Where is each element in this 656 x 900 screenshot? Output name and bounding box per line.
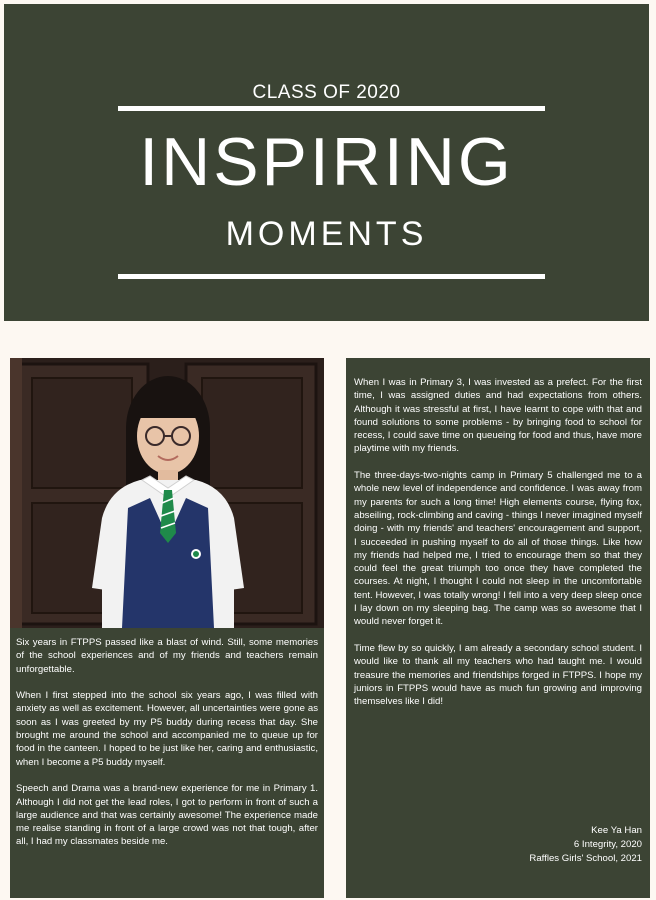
right-article-text [354, 376, 642, 722]
author-class: 6 Integrity, 2020 [573, 839, 642, 850]
student-photo [10, 358, 324, 628]
author-name: Kee Ya Han [591, 825, 642, 836]
author-signature [529, 824, 642, 866]
paragraph: Speech and Drama was a brand-new experience for me in Primary 1. Although I did not get the lead roles, I got to perform in front of such a large audience and that was certainly awesome! The experience made me realise standing in front of a large crowd was not that tough, after all, I had my classmates beside me. [16, 783, 318, 848]
paragraph: When I was in Primary 3, I was invested as a prefect. For the first time, I was assigned duties and had expectations from others. Although it was stressful at first, I have learnt to cope with that and found solutions to some problems - by bringing food to school for recess, I could save time on queueing for food and thus, have more playtime with my friends. [354, 377, 642, 455]
paragraph: When I first stepped into the school six years ago, I was filled with anxiety as well as excitement. However, all uncertainties were gone as soon as I was greeted by my P5 buddy during recess that day. She brought me around the school and accompanied me to queue up for food in the canteen. I hoped to be just like her, caring and enthusiastic, when I become a P5 buddy myself. [16, 690, 318, 768]
title-inspiring: INSPIRING [139, 124, 514, 200]
top-divider [118, 106, 545, 111]
author-school: Raffles Girls' School, 2021 [529, 853, 642, 864]
left-column [10, 358, 324, 898]
paragraph: Time flew by so quickly, I am already a secondary school student. I would like to thank all my teachers who had taught me. I would treasure the memories and friendships forged in FTPPS. I hope my juniors in FTPPS would have as much fun growing and improving themselves like I did! [354, 642, 642, 708]
paragraph: The three-days-two-nights camp in Primary 5 challenged me to a whole new level of independence and confidence. I was away from my parents for such a long time! High elements course, flying fox, abseiling, rock-climbing and caving - things I never imagined myself doing - with my friends' and teachers' encouragement and support, I succeeded in pushing myself to do all of those things. Like how my friends had helped me, I tried to encourage them so that they could feel the great triumph too once they have completed the courses. At night, I thought I could not sleep in the uncomfortable tent. However, I was totally wrong! I fell into a very deep sleep once I lay down on my sleeping bag. The camp was so awesome that I would never forget it. [354, 470, 642, 628]
right-column [346, 358, 650, 898]
class-of-label: CLASS OF 2020 [252, 82, 401, 103]
header-banner [4, 4, 649, 321]
paragraph: Six years in FTPPS passed like a blast of wind. Still, some memories of the school experiences and of my friends and teachers remain unforgettable. [16, 637, 318, 675]
left-article-text [16, 636, 318, 862]
title-moments: MOMENTS [225, 215, 428, 253]
bottom-divider [118, 274, 545, 279]
